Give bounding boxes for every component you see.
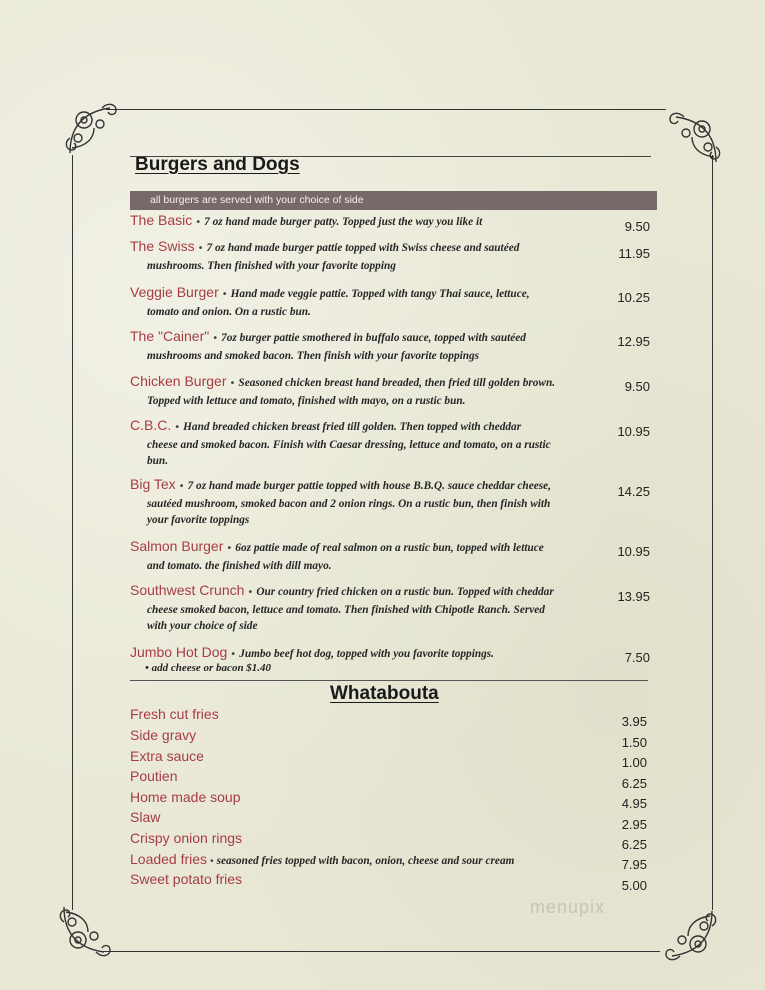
menu-item: [130, 476, 620, 529]
bullet-separator: •: [174, 422, 181, 433]
menu-item-description: bun.: [147, 455, 169, 467]
side-item-name: Crispy onion rings: [130, 830, 243, 846]
side-item-name: Poutien: [130, 768, 178, 784]
menu-item-name: C.B.C.: [130, 417, 172, 433]
add-cheese-note: • add cheese or bacon $1.40: [145, 662, 272, 674]
side-item-name: Sweet potato fries: [130, 871, 243, 887]
menu-item-description: 7 oz hand made burger pattie topped with Swiss cheese and sautéed: [206, 242, 520, 254]
side-item-price: 4.95: [621, 796, 647, 811]
side-item-name: Loaded fries: [130, 851, 208, 867]
bullet-separator: •: [210, 856, 214, 867]
corner-ornament-bottom-left: [56, 900, 118, 962]
menu-item-description: Topped with lettuce and tomato, finished with mayo, on a rustic bun.: [147, 394, 466, 407]
side-item-price: 7.95: [621, 857, 647, 872]
menu-item-price: 10.25: [617, 290, 650, 305]
menu-item: [130, 238, 620, 274]
menu-item-description: Hand made veggie pattie. Topped with tangy Thai sauce, lettuce,: [230, 288, 530, 300]
bullet-separator: •: [247, 587, 254, 598]
side-item: [130, 871, 242, 887]
bullet-separator: •: [178, 481, 185, 492]
menu-item-price: 11.95: [618, 246, 650, 261]
menu-item-description: and tomato. the finished with dill mayo.: [147, 559, 332, 572]
menu-item-description: 7 oz hand made burger pattie topped with house B.B.Q. sauce cheddar cheese,: [187, 480, 551, 492]
frame-left-rule: [72, 155, 73, 910]
side-item-description: seasoned fries topped with bacon, onion, cheese and sour cream: [216, 855, 515, 867]
menu-item-price: 10.95: [617, 424, 650, 439]
side-item-name: Side gravy: [130, 727, 197, 743]
side-item: [130, 748, 204, 764]
menu-item-price: 13.95: [617, 589, 650, 604]
bullet-separator: •: [197, 243, 204, 254]
menu-item-description: 7 oz hand made burger patty. Topped just the way you like it: [204, 216, 483, 228]
menu-item-description: 6oz pattie made of real salmon on a rustic bun, topped with lettuce: [235, 542, 544, 554]
side-item: [130, 809, 160, 825]
menu-item: [130, 417, 620, 470]
menu-item-description: Our country fried chicken on a rustic bun. Topped with cheddar: [256, 586, 554, 598]
menu-item-description: with your choice of side: [147, 620, 258, 632]
side-item-price: 5.00: [621, 878, 647, 893]
frame-right-rule: [712, 155, 713, 910]
menu-item-price: 10.95: [617, 544, 650, 559]
menu-item-price: 9.50: [624, 219, 650, 234]
sides-banner: all burgers are served with your choice of side: [130, 191, 657, 210]
menu-item-description: Hand breaded chicken breast fried till golden. Then topped with cheddar: [183, 421, 522, 433]
side-item-price: 2.95: [621, 817, 647, 832]
bullet-separator: •: [230, 649, 237, 660]
bullet-separator: •: [195, 217, 202, 228]
menupix-watermark: menupix: [530, 897, 606, 917]
side-item-name: Extra sauce: [130, 748, 204, 764]
menu-item-description: 7oz burger pattie smothered in buffalo sauce, topped with sautéed: [221, 332, 526, 344]
menu-item-name: The Swiss: [130, 238, 195, 254]
corner-ornament-bottom-right: [658, 904, 720, 966]
side-item-name: Home made soup: [130, 789, 241, 805]
corner-ornament-top-left: [62, 98, 124, 160]
menu-item-name: Chicken Burger: [130, 373, 227, 389]
menu-item-price: 12.95: [617, 334, 650, 349]
section-title-sides: Whatabouta: [330, 683, 439, 704]
frame-bottom-rule: [100, 951, 660, 952]
menu-item-price: 7.50: [624, 650, 650, 665]
side-item-price: 3.95: [621, 714, 647, 729]
menu-item: [130, 582, 620, 635]
menu-item-description: cheese and smoked bacon. Finish with Caesar dressing, lettuce and tomato, on a rustic: [147, 438, 551, 451]
menu-item-description: mushrooms and smoked bacon. Then finish with your favorite toppings: [147, 349, 480, 362]
side-item-name: Fresh cut fries: [130, 706, 219, 722]
menu-item-description: sautéed mushroom, smoked bacon and 2 onion rings. On a rustic bun, then finish with: [147, 497, 551, 510]
note-rule: [130, 680, 648, 681]
menu-item-name: Veggie Burger: [130, 284, 219, 300]
menu-item-name: The Basic: [130, 212, 193, 228]
menu-item-description: cheese smoked bacon, lettuce and tomato. Then finished with Chipotle Ranch. Served: [147, 603, 545, 616]
menu-item-name: Southwest Crunch: [130, 582, 245, 598]
menu-item: [130, 284, 620, 320]
bullet-separator: •: [212, 333, 219, 344]
menu-item: [130, 328, 620, 364]
side-item-name: Slaw: [130, 809, 161, 825]
bullet-separator: •: [226, 543, 233, 554]
section-rule-burgers: [130, 156, 651, 157]
menu-item: [130, 538, 620, 574]
side-item-price: 6.25: [621, 837, 647, 852]
menu-item-name: Jumbo Hot Dog: [130, 644, 228, 660]
menu-item: [130, 373, 620, 409]
side-item-price: 1.00: [621, 755, 647, 770]
menu-item: [130, 212, 620, 232]
menu-item-price: 14.25: [617, 484, 650, 499]
menu-item-description: Jumbo beef hot dog, topped with you favorite toppings.: [239, 648, 494, 660]
side-item: [130, 789, 241, 805]
side-item-price: 6.25: [621, 776, 647, 791]
menu-item-description: Seasoned chicken breast hand breaded, then fried till golden brown.: [238, 377, 556, 389]
menu-item: [130, 644, 620, 664]
section-title-burgers: Burgers and Dogs: [135, 154, 300, 175]
menu-item-name: Big Tex: [130, 476, 176, 492]
menu-item-description: your favorite toppings: [147, 514, 250, 526]
menu-item-description: mushrooms. Then finished with your favorite topping: [147, 259, 396, 272]
side-item: [130, 706, 219, 722]
side-item: [130, 851, 514, 870]
menu-item-name: The "Cainer": [130, 328, 210, 344]
side-item: [130, 768, 177, 784]
menu-item-price: 9.50: [624, 379, 650, 394]
side-item: [130, 727, 196, 743]
menu-item-name: Salmon Burger: [130, 538, 224, 554]
menu-item-description: tomato and onion. On a rustic bun.: [147, 305, 311, 318]
bullet-separator: •: [229, 378, 236, 389]
frame-top-rule: [106, 109, 666, 110]
side-item-price: 1.50: [621, 735, 647, 750]
side-item: [130, 830, 242, 846]
corner-ornament-top-right: [662, 107, 724, 169]
bullet-separator: •: [221, 289, 228, 300]
